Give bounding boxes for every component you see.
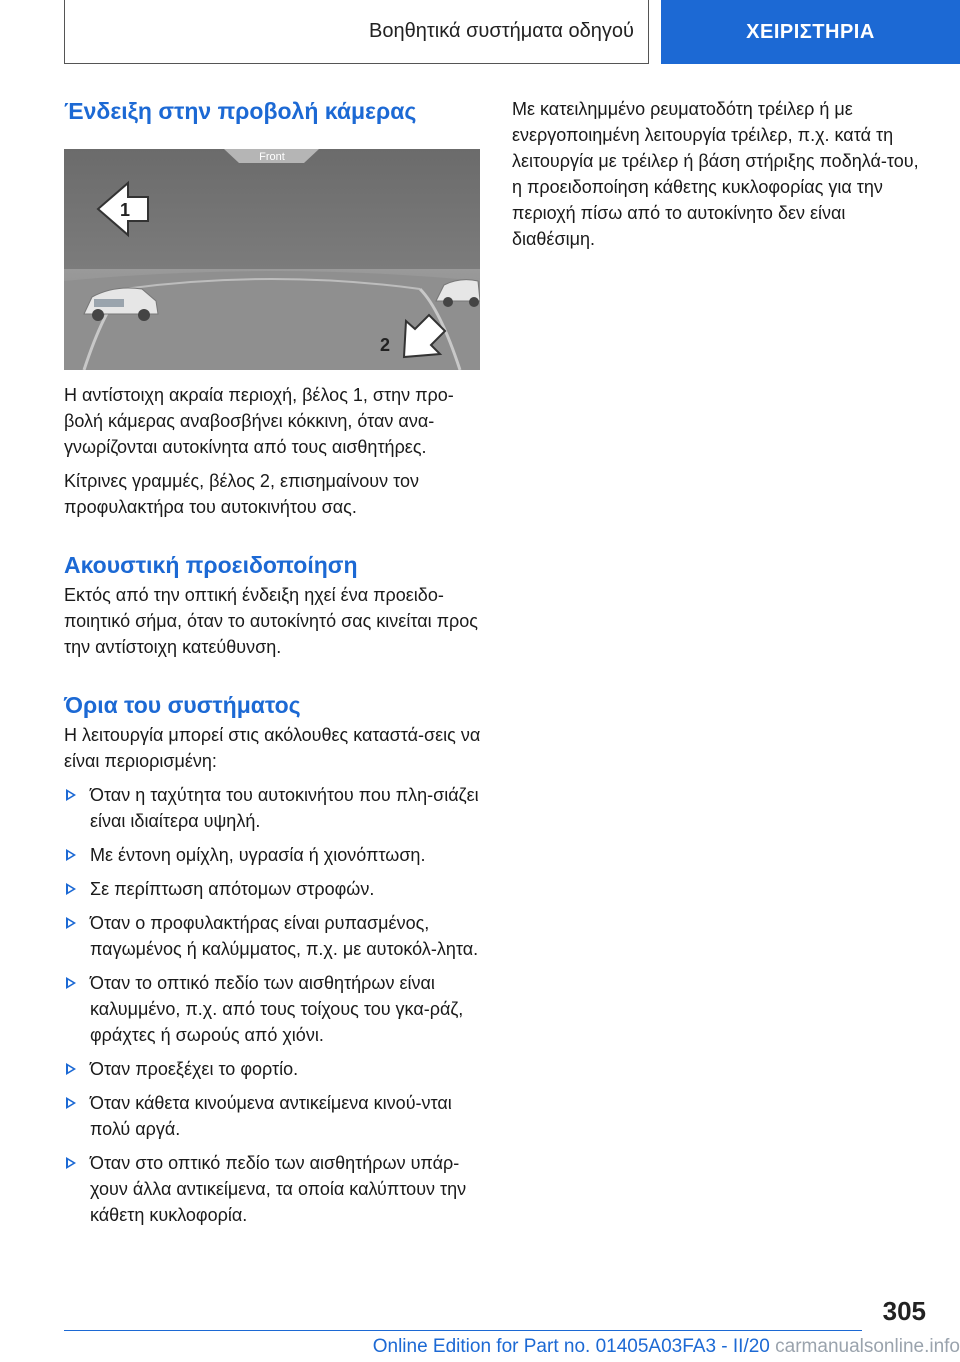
limits-list bbox=[64, 782, 484, 1228]
list-item: Όταν στο οπτικό πεδίο των αισθητήρων υπάρ-χουν άλλα αντικείμενα, τα οποία καλύπτουν την κάθετη κυκλοφορία. bbox=[64, 1150, 484, 1228]
right-column bbox=[512, 96, 922, 252]
watermark-text: carmanualsonline.info bbox=[775, 1336, 960, 1357]
arrow-2-number: 2 bbox=[380, 335, 391, 355]
heading-camera-display: Ένδειξη στην προβολή κάμερας bbox=[64, 98, 417, 124]
front-label: Front bbox=[259, 151, 285, 163]
list-item: Όταν το οπτικό πεδίο των αισθητήρων είναι καλυμμένο, π.χ. από τους τοίχους του γκα-ράζ, φράχτες ή σωρούς από χιόνι. bbox=[64, 970, 484, 1048]
bullet-triangle-icon bbox=[66, 883, 76, 895]
page-number: 305 bbox=[882, 1296, 926, 1326]
list-item: Όταν προεξέχει το φορτίο. bbox=[64, 1056, 484, 1082]
heading-acoustic-warning: Ακουστική προειδοποίηση bbox=[64, 552, 358, 578]
edition-text: Online Edition for Part no. 01405A03FA3 - II/20 bbox=[372, 1336, 770, 1357]
paragraph-yellow-lines: Κίτρινες γραμμές, βέλος 2, επισημαίνουν τον προφυλακτήρα του αυτοκινήτου σας. bbox=[64, 471, 420, 517]
header-section-title bbox=[64, 0, 649, 64]
bullet-triangle-icon bbox=[66, 1157, 76, 1169]
chapter-tab-label: ΧΕΙΡΙΣΤΗΡΙΑ bbox=[746, 20, 875, 43]
footer-edition bbox=[300, 1336, 960, 1358]
arrow-1-number: 1 bbox=[120, 200, 131, 220]
bullet-triangle-icon bbox=[66, 849, 76, 861]
paragraph-acoustic: Εκτός από την οπτική ένδειξη ηχεί ένα προειδο-ποιητικό σήμα, όταν το αυτοκίνητό σας κινείται προς την αντίστοιχη κατεύθυνση. bbox=[64, 585, 478, 657]
list-item: Όταν κάθετα κινούμενα αντικείμενα κινού-νται πολύ αργά. bbox=[64, 1090, 484, 1142]
list-item: Σε περίπτωση απότομων στροφών. bbox=[64, 876, 484, 902]
bullet-triangle-icon bbox=[66, 1097, 76, 1109]
paragraph-trailer: Με κατειλημμένο ρευματοδότη τρέιλερ ή με ενεργοποιημένη λειτουργία τρέιλερ, π.χ. κατά τη λειτουργία με τρέιλερ ή βάση στήριξης ποδηλά-του, η προειδοποίηση κάθετης κυκλοφορίας για την περιοχή πίσω από το αυτοκίνητο δεν είναι διαθέσιμη. bbox=[512, 99, 919, 249]
chapter-tab[interactable] bbox=[661, 0, 960, 64]
list-item: Όταν η ταχύτητα του αυτοκινήτου που πλη-σιάζει είναι ιδιαίτερα υψηλή. bbox=[64, 782, 484, 834]
footer-divider bbox=[64, 1330, 862, 1331]
paragraph-red-area: Η αντίστοιχη ακραία περιοχή, βέλος 1, στην προ-βολή κάμερας αναβοσβήνει κόκκινη, όταν ανα-γνωρίζονται αυτοκίνητα από τους αισθητήρες. bbox=[64, 385, 454, 457]
bullet-triangle-icon bbox=[66, 1063, 76, 1075]
bullet-triangle-icon bbox=[66, 977, 76, 989]
list-item: Όταν ο προφυλακτήρας είναι ρυπασμένος, παγωμένος ή καλύμματος, π.χ. με αυτοκόλ-λητα. bbox=[64, 910, 484, 962]
camera-view-figure bbox=[64, 149, 480, 370]
heading-system-limits: Όρια του συστήματος bbox=[64, 692, 301, 718]
left-column bbox=[64, 96, 484, 1228]
section-title: Βοηθητικά συστήματα οδηγού bbox=[369, 20, 634, 42]
bullet-triangle-icon bbox=[66, 789, 76, 801]
paragraph-limits-intro: Η λειτουργία μπορεί στις ακόλουθες καταστά-σεις να είναι περιορισμένη: bbox=[64, 725, 481, 771]
bullet-triangle-icon bbox=[66, 917, 76, 929]
list-item: Με έντονη ομίχλη, υγρασία ή χιονόπτωση. bbox=[64, 842, 484, 868]
